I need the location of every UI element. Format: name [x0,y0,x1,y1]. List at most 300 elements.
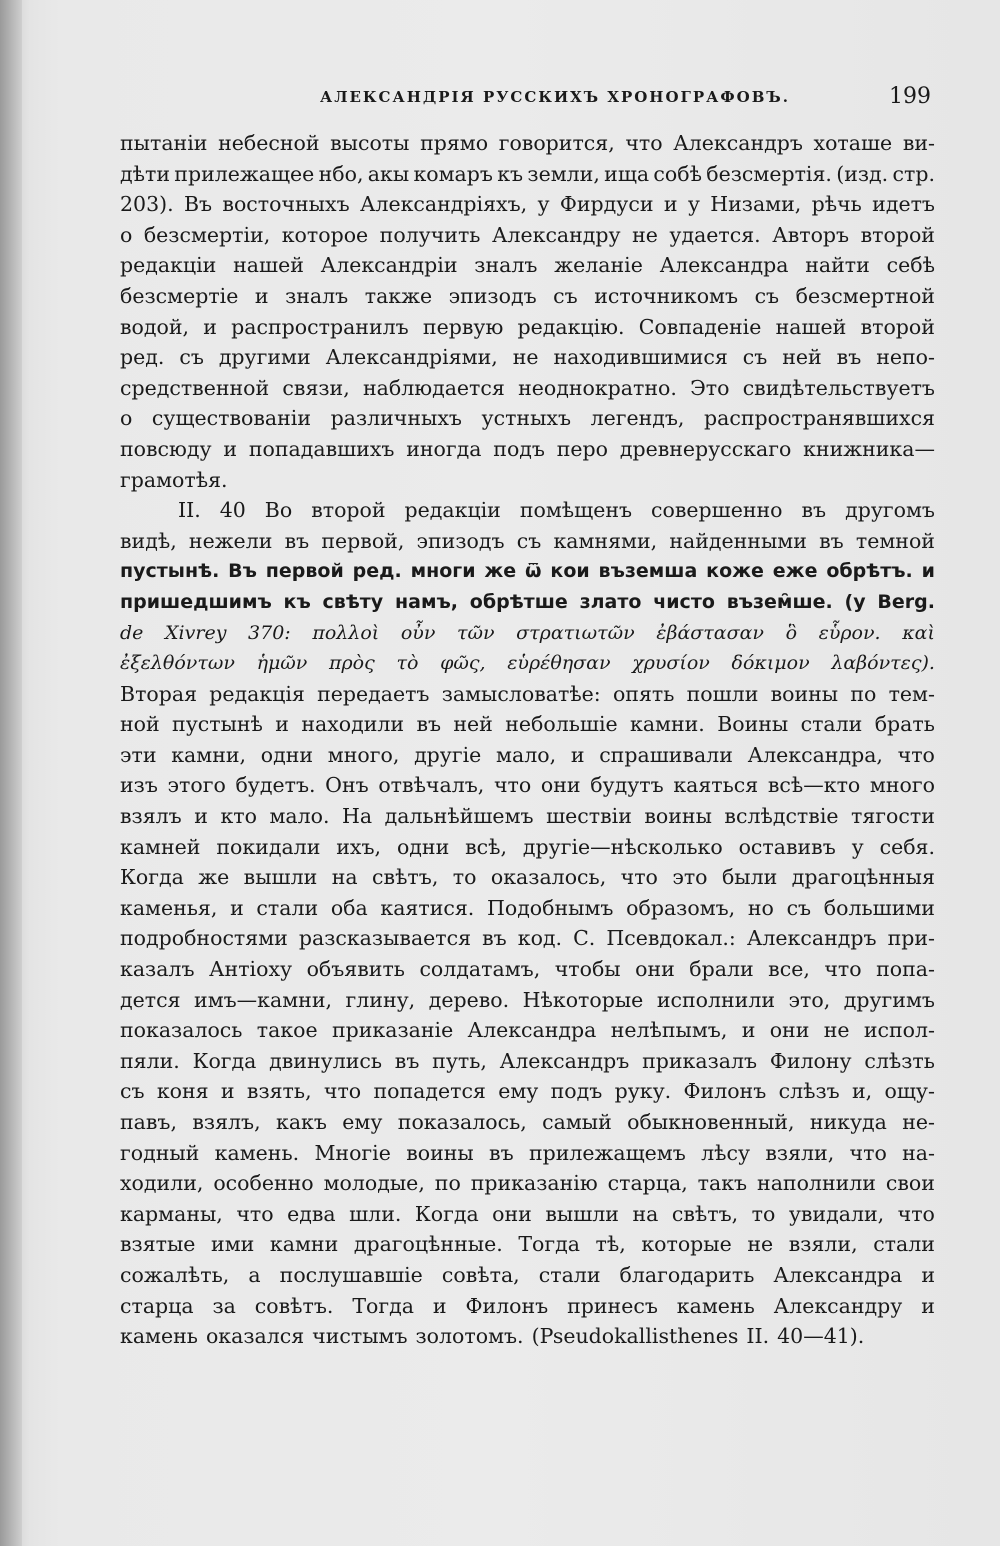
word: камни, [171,742,247,767]
word: книжника— [803,436,935,461]
word: ней [782,345,822,370]
text-line [120,556,935,587]
text-line [120,618,935,649]
text-line [120,281,935,312]
word: какъ [276,1110,327,1134]
word: пошли [686,681,759,706]
word: Низами, [710,192,802,217]
word: безсмертія. [706,161,832,186]
word: ви- [902,131,935,155]
word: говорится, [498,131,615,155]
word: же [198,865,230,890]
body-text [120,128,935,1352]
text-line [120,1015,935,1046]
word: πρὸς [329,652,375,675]
word: еже [772,560,818,583]
word: мало. [269,804,330,829]
word: первой [265,560,344,583]
word: и [203,314,217,339]
word: λαβόντες). [831,652,935,675]
word: каяться [673,773,759,798]
word: что [897,742,935,767]
word: редакціи [404,498,501,523]
word: φῶς, [440,652,486,675]
word: С. [573,926,596,951]
word: попа- [876,957,935,982]
word: показалось, [397,1110,527,1134]
word: у [851,834,864,859]
text-line [120,159,935,190]
word: у [687,192,700,217]
word: приказанію [470,1171,598,1196]
word: безсмертной [795,283,935,308]
word: и [275,712,289,737]
word: первой, [321,528,405,553]
word: στρατιωτῶν [516,621,635,644]
word: оставивъ [738,834,836,859]
word: многи [410,560,476,583]
word: и [921,560,935,583]
word: τῶν [457,621,495,644]
word: и [194,804,208,829]
word: Въ [183,192,213,217]
word: же [484,560,517,583]
word: за [212,1293,236,1318]
word: стали [800,712,863,737]
word: брали [689,957,754,982]
word: каменья, [120,895,218,920]
word: камень. [214,1140,300,1165]
word: на [331,865,358,890]
word: темной [855,528,935,553]
word: не- [902,1110,935,1134]
word: каятися. [380,895,475,920]
word: зналъ [285,283,349,308]
word: спрашивали [599,742,733,767]
word: de [120,621,144,644]
word: εὗρον. [818,621,881,644]
word: старца, [607,1171,688,1196]
word: второй [860,314,935,339]
word: вслѣдствіе [724,804,839,829]
page-number: 199 [889,84,931,109]
word: съ [754,283,780,308]
text-line [120,434,935,465]
text-line [120,862,935,893]
text-line [120,587,935,618]
word: брать [874,712,935,737]
word: вышли [545,1201,619,1226]
word: золотомъ. [415,1324,524,1349]
word: Александріи [320,253,458,278]
word: легендъ, [590,406,685,431]
text-line [120,985,935,1016]
word: Berg. [877,590,935,613]
word: то [452,865,477,890]
word: пытаніи [120,131,208,155]
text-line [120,495,935,526]
word: и, [852,1079,873,1104]
word: вышли [243,865,318,890]
word: коня [156,1079,209,1104]
word: испол- [863,1018,935,1043]
word: одни [260,742,314,767]
word: показалось [120,1018,243,1043]
word: дальнѣйшемъ [384,804,534,829]
word: приказаніе [331,1018,454,1043]
word: себѣ [886,253,935,278]
word: старца [120,1293,194,1318]
text-line [120,220,935,251]
word: и [220,1079,235,1104]
word: на- [902,1140,935,1165]
word: помѣщенъ [519,498,633,523]
word: тем- [888,681,935,706]
word: по [434,1171,461,1196]
text-line [120,128,935,159]
word: молодые, [323,1171,425,1196]
word: (изд. [836,161,889,186]
word: самый [542,1110,612,1134]
word: совѣта, [441,1262,520,1287]
word: τὸ [396,652,419,675]
word: опять [612,681,675,706]
word: большими [823,895,935,920]
word: не [747,1232,774,1257]
word: 203). [120,192,174,217]
word: и [921,1262,935,1287]
word: стр. [892,161,935,186]
word: воины [770,681,839,706]
word: и [223,436,238,461]
word: не [512,345,539,370]
word: послушавшіе [279,1262,423,1287]
word: ред. [352,560,402,583]
word: слѣзть [864,1048,935,1073]
word: обрѣтъ. [826,560,913,583]
word: принесъ [567,1293,658,1318]
word: второй [860,222,935,247]
word: устныхъ [481,406,571,431]
word: (у [844,590,866,613]
word: Александра, [747,742,883,767]
word: лѣсу [701,1140,751,1165]
word: и [663,192,678,217]
text-line [120,1291,935,1322]
word: обрѣтше [469,590,568,613]
text-line [120,832,935,863]
word: Антіоху [209,957,293,982]
word: Александръ [499,1048,630,1073]
word: 370: [248,621,291,644]
word: то [751,1201,776,1226]
word: ἐξελθόντων [120,652,235,675]
word: которое [281,222,369,247]
word: камень [676,1293,755,1318]
word: Александръ [673,131,803,155]
word: они [769,1018,810,1043]
word: первую [422,314,504,339]
text-line [120,403,935,434]
word: попадавшихъ [248,436,395,461]
word: на [632,1201,659,1226]
word: Псевдокал.: [606,926,736,951]
text-line [120,465,935,496]
word: неоднократно. [518,375,677,400]
word: образомъ, [626,895,736,920]
word: Филонъ [683,1079,767,1104]
word: къ [283,590,311,613]
word: Многіе [314,1140,391,1165]
word: II. [178,498,201,523]
word: съ [516,528,542,553]
word: прилежащее [174,161,315,186]
text-line [120,189,935,220]
word: восточныхъ [222,192,350,217]
word: оба [330,895,368,920]
word: они [492,1201,532,1226]
word: нашей [233,253,304,278]
word: одни [396,834,450,859]
word: едва [287,1201,336,1226]
word: попадется [373,1079,486,1104]
text-line [120,679,935,710]
word: видѣ, [120,528,177,553]
text-line [120,1168,935,1199]
word: много, [327,742,400,767]
word: Нѣкоторые [522,987,644,1012]
word: древнерусскаго [619,436,792,461]
word: дерево. [428,987,510,1012]
text-line [120,923,935,954]
word: такъ [697,1171,748,1196]
word: двинулись [269,1048,383,1073]
word: такое [256,1018,318,1043]
word: совершенно [651,498,783,523]
word: (Pseudokallisthenes [531,1324,739,1349]
word: На [342,804,373,829]
word: шествіи [546,804,632,829]
word: себя. [879,834,935,859]
word: ощу- [884,1079,935,1104]
word: зналъ [474,253,538,278]
word: намъ, [395,590,458,613]
word: нбо, [318,161,364,186]
word: оказалось, [490,865,607,890]
word: нежели [188,528,273,553]
word: земли, [527,161,600,186]
word: съ [553,283,578,308]
running-title: АЛЕКСАНДРІЯ РУССКИХЪ ХРОНОГРАФОВЪ. [320,88,790,106]
word: съ [786,895,812,920]
word: взятые [120,1232,196,1257]
word: кои [550,560,590,583]
word: въ [489,1140,514,1165]
word: прилежащемъ [528,1140,686,1165]
word: это, [788,987,831,1012]
word: что [620,865,658,890]
word: взяли, [765,1140,835,1165]
word: въ [819,528,844,553]
word: и [921,1293,935,1318]
word: Тогда [518,1232,580,1257]
word: камни [269,1232,339,1257]
word: эпизодъ [448,283,537,308]
word: непо- [876,345,935,370]
word: эпизодъ [416,528,505,553]
word: покидали [216,834,321,859]
word: Когда [120,865,184,890]
word: тѣ, [595,1232,626,1257]
word: Александра [467,1018,597,1043]
word: редакціи [120,253,217,278]
word: другіе—нѣсколько [522,834,723,859]
word: что [493,773,532,798]
word: пустынѣ [172,712,263,737]
word: Xivrey [165,621,227,644]
word: свѣтъ, [372,865,439,890]
word: къ [497,161,524,186]
word: Фирдуси [559,192,654,217]
word: 40—41). [777,1324,865,1349]
word: получить [379,222,481,247]
word: въземша [598,560,698,583]
page-header [120,84,935,124]
word: все, [768,957,810,982]
word: всѣ—кто [767,773,861,798]
word: и [432,1293,447,1318]
word: будетъ. [235,773,316,798]
word: ѿ [525,560,542,583]
word: II. [746,1324,770,1349]
word: рѣчь [811,192,862,217]
word: οὖν [400,621,436,644]
word: собѣ [653,161,702,186]
word: о [120,222,133,247]
text-line [120,1199,935,1230]
word: Подобнымъ [486,895,614,920]
word: также [364,283,433,308]
word: перо [556,436,609,461]
word: наблюдается [362,375,505,400]
text-line [120,373,935,404]
word: изъ [120,773,158,798]
word: Александръ [746,926,877,951]
word: нелѣпымъ, [610,1018,728,1043]
word: совѣтъ. [254,1293,334,1318]
text-line [120,1138,935,1169]
word: связи, [282,375,350,400]
word: найденными [669,528,807,553]
word: взялъ [120,804,182,829]
word: ихъ, [336,834,382,859]
word: ред. [120,345,165,370]
word: Въ [228,560,257,583]
word: о [120,406,133,431]
word: καὶ [902,621,935,644]
word: съ [179,345,204,370]
text-line [120,312,935,343]
word: Тогда [352,1293,414,1318]
word: свидѣтельствуетъ [742,375,935,400]
word: Во [264,498,293,523]
word: найти [805,253,870,278]
word: злато [579,590,642,613]
word: чистымъ [312,1324,408,1349]
word: а [248,1262,261,1287]
word: карманы, [120,1201,223,1226]
word: другимъ [843,987,935,1012]
word: χρυσίον [632,652,710,675]
word: никуда [809,1110,887,1134]
word: оказался [205,1324,305,1349]
word: комаръ [413,161,493,186]
text-line [120,770,935,801]
word: камни. [630,712,705,737]
word: второй [311,498,386,523]
word: камней [120,834,201,859]
word: акы [367,161,410,186]
word: это [672,865,708,890]
word: Когда [192,1048,257,1073]
word: ища [604,161,650,186]
word: съ [120,1079,145,1104]
word: находили [301,712,405,737]
text-line [120,1107,935,1138]
word: казалъ [120,957,195,982]
word: много [869,773,935,798]
word: шли. [349,1201,402,1226]
word: и [570,742,585,767]
word: и [741,1018,756,1043]
word: распространилъ [231,314,409,339]
text-line [120,648,935,679]
word: тягости [851,804,935,829]
word: Александра [773,1262,903,1287]
word: стали [873,1232,935,1257]
word: дѣти [120,161,170,186]
word: водой, [120,314,190,339]
word: безсмертіи, [143,222,271,247]
word: воины [644,804,712,829]
word: разсказывается [298,926,472,951]
word: желаніе [554,253,643,278]
word: павъ, [120,1110,177,1134]
word: и [230,895,244,920]
word: что [897,1201,935,1226]
word: εὑρέθησαν [507,652,611,675]
word: ной [120,712,160,737]
word: другими [218,345,311,370]
text-line [120,740,935,771]
word: прямо [420,131,489,155]
word: Александру [773,1293,903,1318]
word: Вторая [120,681,198,706]
word: передаетъ [317,681,430,706]
word: приказалъ [642,1048,758,1073]
word: ἡμῶν [256,652,308,675]
word: не [823,1018,850,1043]
word: существованіи [151,406,312,431]
text-line [120,1260,935,1291]
word: въ [416,712,442,737]
word: πολλοὶ [312,621,380,644]
word: редакція [209,681,305,706]
word: Совпаденіе [638,314,762,339]
word: подъ [550,1079,603,1104]
word: руку. [614,1079,672,1104]
word: были [721,865,778,890]
